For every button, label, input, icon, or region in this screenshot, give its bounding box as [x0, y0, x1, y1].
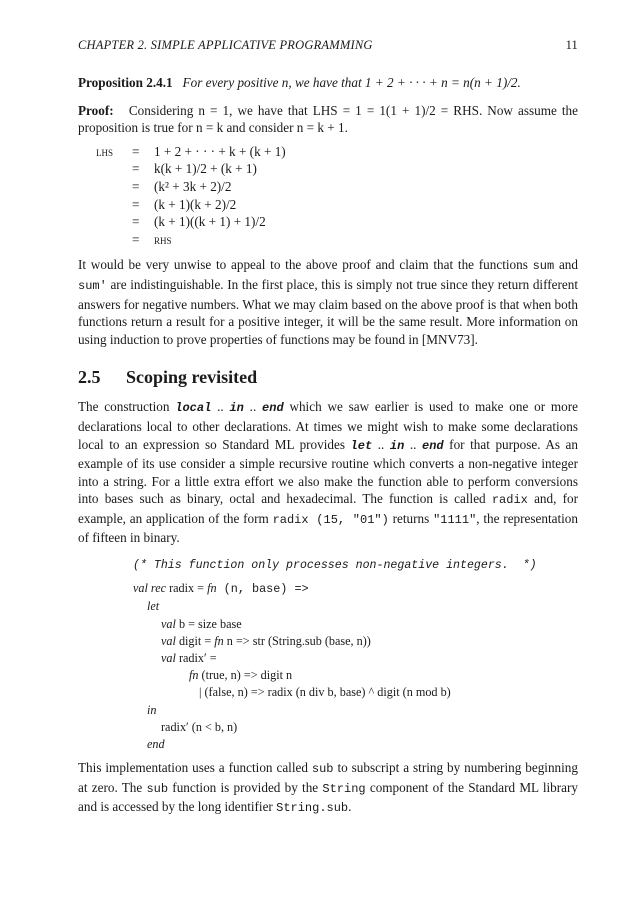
code-result-string: "1111"	[433, 512, 477, 527]
derivation-rhs: k(k + 1)/2 + (k + 1)	[154, 161, 257, 177]
code-text: (true, n) => digit n	[198, 668, 293, 683]
derivation-row	[78, 231, 578, 249]
derivation-row	[78, 196, 578, 214]
text-run: and, for example, an application of the form	[78, 491, 578, 526]
text-run: The construction	[78, 399, 176, 415]
keyword-end: end	[262, 401, 284, 416]
section-title: Scoping revisited	[126, 367, 258, 388]
text-run: , the representation of fifteen in binary.	[78, 510, 578, 546]
chapter-title: CHAPTER 2. SIMPLE APPLICATIVE PROGRAMMING	[78, 38, 373, 52]
derivation-row	[78, 213, 578, 231]
derivation-rhs: rhs	[154, 231, 172, 247]
derivation-lhs: lhs	[96, 143, 114, 159]
code-keyword: val	[161, 651, 176, 666]
text-run: are indistinguishable. In the first place, this is simply not true since they return different answers for negative numbers. What we may claim based on the above proof is that when both functions return a result for a positive integer, it will be the same result. More information on using induction to prove properties of functions may be found in [MNV73].	[78, 276, 578, 347]
derivation-rhs: (k + 1)((k + 1) + 1)/2	[154, 214, 266, 230]
derivation-eq: =	[132, 214, 140, 230]
code-keyword: fn	[207, 581, 217, 596]
running-header	[78, 38, 578, 53]
code-line: let	[147, 599, 160, 614]
text-run: ..	[372, 436, 390, 452]
code-comment: (* This function only processes non-negative integers. *)	[133, 559, 537, 573]
text-run: ..	[404, 436, 422, 452]
text-run: to subscript a string by numbering beginning at zero. The	[78, 760, 578, 795]
derivation-row	[78, 160, 578, 178]
code-text: digit =	[175, 633, 215, 648]
code-keyword: fn	[189, 668, 199, 683]
derivation-eq: =	[132, 178, 140, 194]
text-run: This implementation uses a function called	[78, 760, 312, 776]
code-line: in	[147, 702, 157, 717]
keyword-end: end	[422, 438, 444, 453]
code-line: end	[147, 737, 165, 752]
code-keyword: val	[161, 616, 176, 631]
derivation-lhs	[78, 160, 132, 178]
derivation-lhs	[78, 178, 132, 196]
derivation-eq: =	[132, 196, 140, 212]
proposition	[78, 74, 578, 92]
keyword-let: let	[350, 438, 373, 453]
paragraph-implementation	[78, 759, 578, 818]
derivation-row	[78, 178, 578, 196]
code-line	[133, 633, 578, 650]
code-keyword: val rec	[133, 581, 167, 596]
code-sub: sub	[146, 781, 169, 796]
derivation-eq: =	[132, 231, 140, 247]
page-body	[78, 74, 578, 818]
text-run: returns	[388, 510, 434, 526]
derivation-lhs	[78, 213, 132, 231]
text-run: function is provided by the	[168, 779, 323, 795]
proposition-label: Proposition 2.4.1	[78, 75, 173, 90]
paragraph-scoping	[78, 398, 578, 547]
keyword-local: local	[175, 401, 212, 416]
section-heading	[78, 366, 578, 388]
code-listing	[133, 557, 578, 753]
code-text: (n, base) =>	[216, 582, 309, 597]
text-run: .	[348, 799, 352, 815]
derivation-rhs: 1 + 2 + · · · + k + (k + 1)	[154, 143, 286, 159]
derivation-rhs: (k² + 3k + 2)/2	[154, 178, 232, 194]
code-line	[133, 650, 578, 667]
derivation-lhs	[78, 231, 132, 249]
derivation	[78, 143, 578, 249]
code-sum-prime: sum′	[78, 278, 107, 293]
code-string-sub: String.sub	[276, 801, 349, 816]
keyword-in: in	[389, 438, 405, 453]
code-text: n => str (String.sub (base, n))	[223, 633, 371, 648]
derivation-lhs	[78, 196, 132, 214]
code-sum: sum	[532, 259, 555, 274]
text-run: ..	[211, 399, 230, 415]
code-text: b = size base	[175, 616, 242, 631]
code-line	[133, 667, 578, 684]
code-text: radix =	[166, 581, 208, 596]
code-line: | (false, n) => radix (n div b, base) ^ digit (n mod b)	[199, 685, 451, 700]
code-keyword: val	[161, 633, 176, 648]
proof-text: Considering n = 1, we have that LHS = 1 = 1(1 + 1)/2 = RHS. Now assume the proposition is true for n = k and consider n = k + 1.	[78, 102, 578, 136]
text-run: ..	[243, 399, 263, 415]
section-number: 2.5	[78, 367, 101, 388]
derivation-eq: =	[132, 161, 140, 177]
derivation-eq: =	[132, 143, 140, 159]
text-run: and	[554, 257, 578, 273]
code-radix: radix	[491, 493, 528, 508]
code-radix-application: radix (15, "01")	[272, 512, 389, 527]
keyword-in: in	[229, 401, 244, 416]
derivation-rhs: (k + 1)(k + 2)/2	[154, 196, 237, 212]
text-run: component of the Standard ML library and is accessed by the long identifier	[78, 779, 579, 815]
code-text: radix′ =	[175, 651, 217, 666]
text-run: which we saw earlier is used to make one or more declarations local to other declarations. At times we might wish to make some declarations local to an expression so Standard ML provides	[78, 399, 579, 452]
proof-paragraph	[78, 102, 578, 137]
proof-label: Proof:	[78, 102, 114, 118]
code-string: String	[322, 781, 366, 796]
code-sub: sub	[311, 762, 334, 777]
proposition-statement: For every positive n, we have that 1 + 2 + · · · + n = n(n + 1)/2.	[182, 75, 521, 90]
code-line	[133, 580, 578, 598]
code-line	[133, 616, 578, 633]
code-keyword: fn	[214, 633, 224, 648]
derivation-row	[78, 143, 578, 161]
code-line: radix′ (n < b, n)	[161, 719, 238, 734]
page-number: 11	[565, 38, 578, 52]
text-run: It would be very unwise to appeal to the above proof and claim that the functions	[78, 257, 533, 273]
paragraph-unwise	[78, 256, 578, 348]
text-run: for that purpose. As an example of its use consider a simple recursive routine which converts a non-negative integer into a string. For a little extra effort we also make the function able to perform conversions into bases such as binary, octal and hexadecimal. The function is called	[78, 436, 578, 507]
